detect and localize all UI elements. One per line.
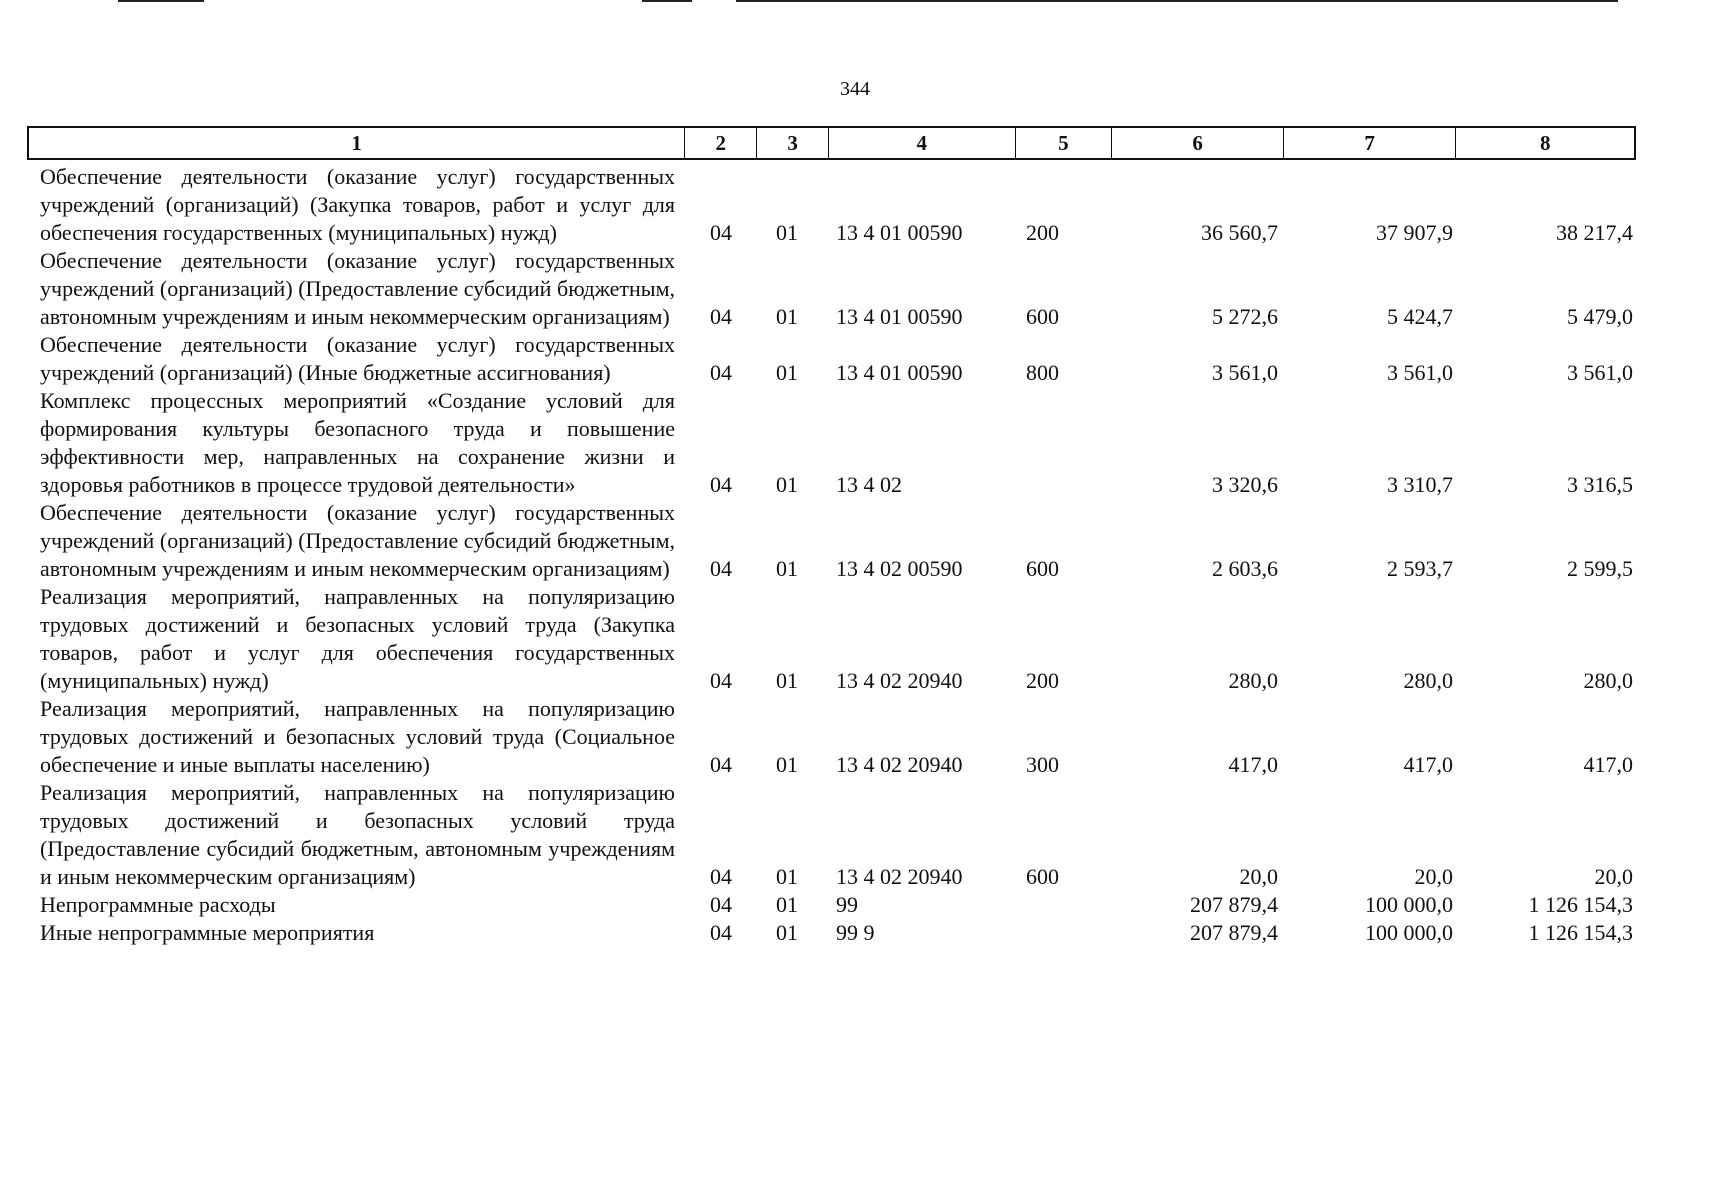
row-value-col7: 20,0 bbox=[1414, 864, 1453, 889]
row-code-col5: 800 bbox=[1026, 360, 1059, 385]
row-code-col4: 13 4 02 bbox=[836, 472, 902, 497]
header-col-1: 1 bbox=[29, 128, 685, 158]
row-code-col2: 04 bbox=[710, 472, 732, 497]
row-code-col4: 13 4 02 20940 bbox=[836, 668, 963, 693]
row-code-col4: 13 4 01 00590 bbox=[836, 360, 963, 385]
row-value-col7: 280,0 bbox=[1403, 668, 1453, 693]
row-code-col2: 04 bbox=[710, 864, 732, 889]
row-value-col7: 3 561,0 bbox=[1387, 360, 1453, 385]
row-name: Реализация мероприятий, направленных на популяризацию трудовых достижений и безопасных условий труда (Социальное обеспечение и иные выплаты населению) bbox=[40, 696, 675, 777]
row-code-col2: 04 bbox=[710, 360, 732, 385]
row-value-col8: 38 217,4 bbox=[1556, 220, 1633, 245]
table-row bbox=[0, 331, 1710, 387]
row-code-col2: 04 bbox=[710, 220, 732, 245]
row-value-col7: 100 000,0 bbox=[1365, 920, 1453, 945]
row-value-col8: 417,0 bbox=[1583, 752, 1633, 777]
row-code-col3: 01 bbox=[776, 920, 798, 945]
row-name: Реализация мероприятий, направленных на популяризацию трудовых достижений и безопасных условий труда (Предоставление субсидий бюджетным, автономным учреждениям и иным некоммерческим организациям) bbox=[40, 780, 675, 889]
row-name: Реализация мероприятий, направленных на популяризацию трудовых достижений и безопасных условий труда (Закупка товаров, работ и услуг для обеспечения государственных (муниципальных) нужд) bbox=[40, 584, 675, 693]
header-col-6: 6 bbox=[1112, 128, 1284, 158]
row-value-col7: 417,0 bbox=[1403, 752, 1453, 777]
table-row bbox=[0, 919, 1710, 947]
row-value-col6: 417,0 bbox=[1228, 752, 1278, 777]
row-value-col6: 280,0 bbox=[1228, 668, 1278, 693]
table-row bbox=[0, 499, 1710, 583]
top-rule-middle bbox=[642, 0, 692, 2]
row-code-col4: 99 bbox=[836, 892, 858, 917]
header-col-2: 2 bbox=[685, 128, 757, 158]
header-col-5: 5 bbox=[1016, 128, 1113, 158]
row-code-col4: 13 4 01 00590 bbox=[836, 304, 963, 329]
row-code-col3: 01 bbox=[776, 304, 798, 329]
row-name: Обеспечение деятельности (оказание услуг) государственных учреждений (организаций) (Иные бюджетные ассигнования) bbox=[40, 332, 675, 385]
row-value-col6: 3 320,6 bbox=[1212, 472, 1278, 497]
row-code-col3: 01 bbox=[776, 752, 798, 777]
row-code-col3: 01 bbox=[776, 360, 798, 385]
header-col-3: 3 bbox=[757, 128, 829, 158]
row-value-col8: 2 599,5 bbox=[1567, 556, 1633, 581]
row-code-col4: 13 4 02 20940 bbox=[836, 752, 963, 777]
row-value-col7: 100 000,0 bbox=[1365, 892, 1453, 917]
row-name: Обеспечение деятельности (оказание услуг) государственных учреждений (организаций) (Предоставление субсидий бюджетным, автономным учреждениям и иным некоммерческим организациям) bbox=[40, 500, 675, 581]
row-name: Непрограммные расходы bbox=[40, 892, 276, 917]
row-value-col7: 3 310,7 bbox=[1387, 472, 1453, 497]
page-number: 344 bbox=[840, 78, 870, 100]
row-value-col7: 5 424,7 bbox=[1387, 304, 1453, 329]
top-rule-left bbox=[118, 0, 204, 2]
table-row bbox=[0, 891, 1710, 919]
row-value-col8: 280,0 bbox=[1583, 668, 1633, 693]
table-row bbox=[0, 163, 1710, 247]
row-code-col4: 99 9 bbox=[836, 920, 875, 945]
row-code-col2: 04 bbox=[710, 920, 732, 945]
row-code-col4: 13 4 02 20940 bbox=[836, 864, 963, 889]
row-name: Обеспечение деятельности (оказание услуг) государственных учреждений (организаций) (Закупка товаров, работ и услуг для обеспечения государственных (муниципальных) нужд) bbox=[40, 164, 675, 245]
row-code-col3: 01 bbox=[776, 472, 798, 497]
row-code-col2: 04 bbox=[710, 668, 732, 693]
row-value-col8: 20,0 bbox=[1594, 864, 1633, 889]
row-value-col8: 1 126 154,3 bbox=[1528, 920, 1633, 945]
row-code-col4: 13 4 01 00590 bbox=[836, 220, 963, 245]
row-name: Иные непрограммные мероприятия bbox=[40, 920, 375, 945]
row-value-col6: 207 879,4 bbox=[1190, 920, 1278, 945]
row-code-col3: 01 bbox=[776, 864, 798, 889]
top-rule-right bbox=[736, 0, 1618, 2]
row-code-col5: 600 bbox=[1026, 304, 1059, 329]
row-name: Комплекс процессных мероприятий «Создание условий для формирования культуры безопасного труда и повышение эффективности мер, направленных на сохранение жизни и здоровья работников в процессе трудовой деятельности» bbox=[40, 388, 675, 497]
row-name: Обеспечение деятельности (оказание услуг) государственных учреждений (организаций) (Предоставление субсидий бюджетным, автономным учреждениям и иным некоммерческим организациям) bbox=[40, 248, 675, 329]
row-value-col6: 5 272,6 bbox=[1212, 304, 1278, 329]
row-code-col2: 04 bbox=[710, 752, 732, 777]
header-col-7: 7 bbox=[1284, 128, 1457, 158]
row-code-col3: 01 bbox=[776, 220, 798, 245]
row-code-col2: 04 bbox=[710, 304, 732, 329]
row-code-col5: 600 bbox=[1026, 864, 1059, 889]
row-code-col2: 04 bbox=[710, 556, 732, 581]
row-value-col6: 3 561,0 bbox=[1212, 360, 1278, 385]
row-value-col8: 1 126 154,3 bbox=[1528, 892, 1633, 917]
table-row bbox=[0, 583, 1710, 695]
row-code-col3: 01 bbox=[776, 556, 798, 581]
table-row bbox=[0, 247, 1710, 331]
row-value-col8: 3 561,0 bbox=[1567, 360, 1633, 385]
row-code-col5: 200 bbox=[1026, 220, 1059, 245]
table-body bbox=[0, 163, 1710, 947]
row-code-col5: 300 bbox=[1026, 752, 1059, 777]
table-row bbox=[0, 695, 1710, 779]
row-value-col8: 5 479,0 bbox=[1567, 304, 1633, 329]
row-value-col8: 3 316,5 bbox=[1567, 472, 1633, 497]
row-value-col6: 2 603,6 bbox=[1212, 556, 1278, 581]
table-header-row bbox=[27, 126, 1636, 160]
row-value-col6: 207 879,4 bbox=[1190, 892, 1278, 917]
row-code-col5: 600 bbox=[1026, 556, 1059, 581]
row-code-col5: 200 bbox=[1026, 668, 1059, 693]
row-code-col4: 13 4 02 00590 bbox=[836, 556, 963, 581]
row-value-col7: 2 593,7 bbox=[1387, 556, 1453, 581]
header-col-4: 4 bbox=[829, 128, 1016, 158]
row-value-col7: 37 907,9 bbox=[1376, 220, 1453, 245]
row-code-col2: 04 bbox=[710, 892, 732, 917]
row-code-col3: 01 bbox=[776, 668, 798, 693]
row-code-col3: 01 bbox=[776, 892, 798, 917]
row-value-col6: 20,0 bbox=[1239, 864, 1278, 889]
header-col-8: 8 bbox=[1540, 130, 1551, 155]
table-row bbox=[0, 387, 1710, 499]
row-value-col6: 36 560,7 bbox=[1201, 220, 1278, 245]
table-row bbox=[0, 779, 1710, 891]
